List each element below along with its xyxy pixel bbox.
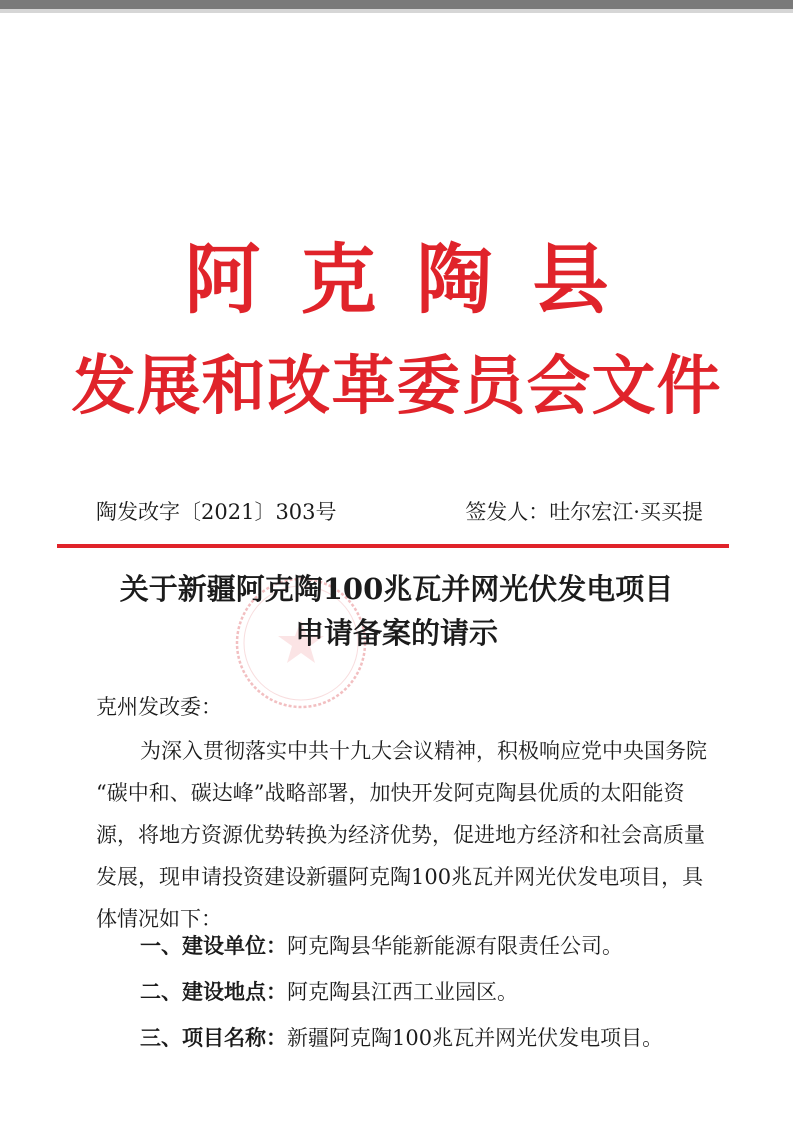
body-line: 源，将地方资源优势转换为经济优势，促进地方经济和社会高质量: [96, 823, 705, 847]
issuer-signatory: 签发人：吐尔宏江·买买提: [465, 500, 703, 524]
list-item-construction-site: [140, 978, 518, 1006]
document-header-issuer: 阿克陶县: [184, 235, 649, 324]
body-line: 发展，现申请投资建设新疆阿克陶100兆瓦并网光伏发电项目，具: [96, 865, 704, 889]
body-paragraph: [96, 730, 716, 940]
body-line: “碳中和、碳达峰”战略部署，加快开发阿克陶县优质的太阳能资: [96, 781, 685, 805]
list-item-project-name: [140, 1024, 663, 1052]
list-item-value: 阿克陶县华能新能源有限责任公司。: [287, 934, 623, 958]
list-item-value: 阿克陶县江西工业园区。: [287, 980, 518, 1004]
addressee: 克州发改委：: [96, 695, 222, 719]
list-item-construction-unit: [140, 932, 623, 960]
body-line: 为深入贯彻落实中共十九大会议精神，积极响应党中央国务院: [140, 739, 707, 763]
red-divider-line: [57, 544, 729, 548]
scan-border-top: [0, 0, 793, 9]
document-number: 陶发改字〔2021〕303号: [96, 500, 337, 524]
list-item-label: 三、项目名称：: [140, 1026, 287, 1050]
list-item-label: 一、建设单位：: [140, 934, 287, 958]
document-title-line-2: 申请备案的请示: [294, 616, 498, 650]
list-item-label: 二、建设地点：: [140, 980, 287, 1004]
document-header-type: 发展和改革委员会文件: [71, 350, 722, 424]
list-item-value: 新疆阿克陶100兆瓦并网光伏发电项目。: [287, 1026, 664, 1050]
document-title-line-1: 关于新疆阿克陶100兆瓦并网光伏发电项目: [119, 572, 674, 606]
body-line: 体情况如下：: [96, 907, 222, 931]
scan-border-shadow: [0, 9, 793, 13]
